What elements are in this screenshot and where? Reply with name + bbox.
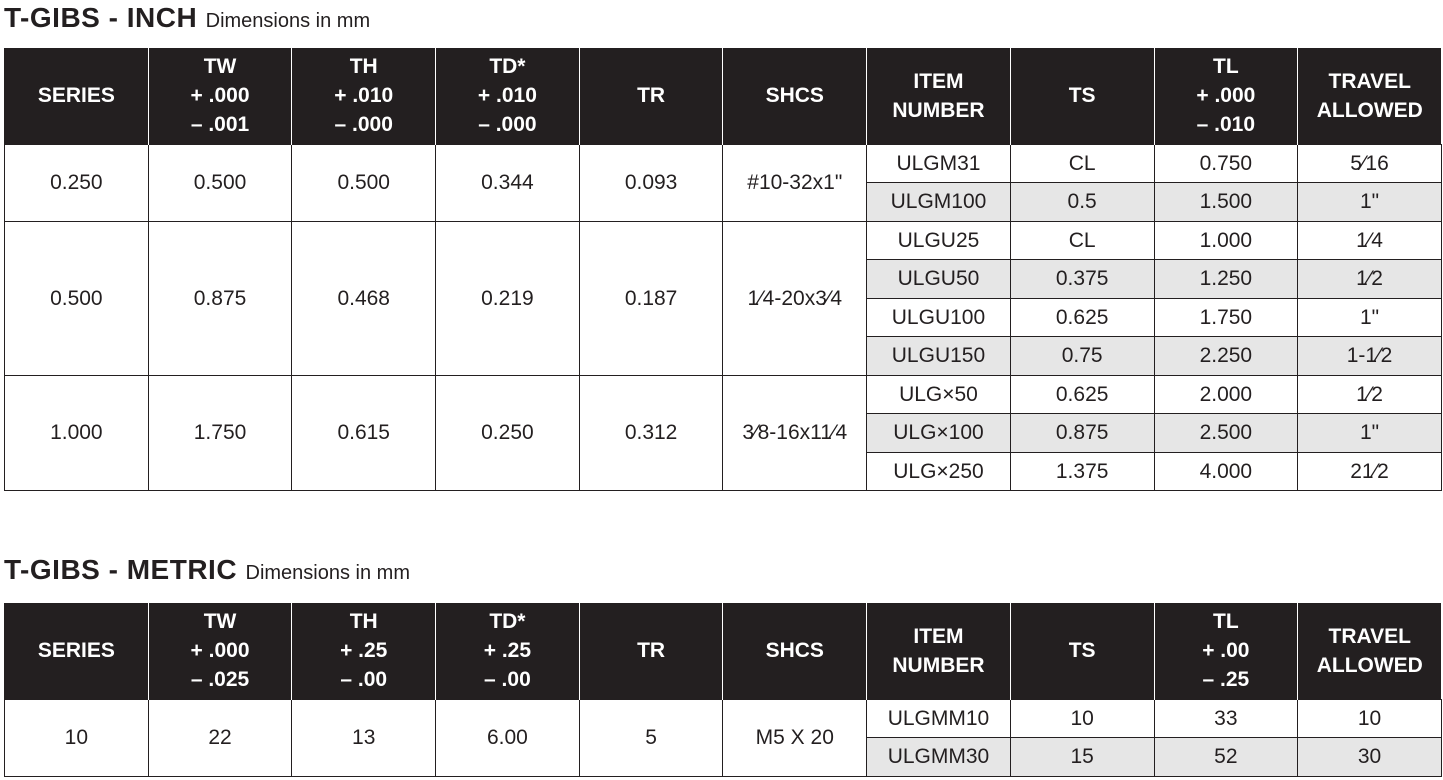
column-header — [579, 603, 723, 699]
column-header — [1154, 603, 1298, 699]
column-header-line: TR — [637, 639, 666, 663]
column-header — [1298, 48, 1442, 144]
column-header — [5, 603, 149, 699]
column-header-line: – .00 — [484, 668, 531, 692]
cell-tl: 1.750 — [1154, 298, 1298, 337]
column-header-line: – .025 — [190, 668, 250, 692]
column-header — [1010, 603, 1154, 699]
column-header-line: TW — [203, 610, 237, 634]
column-header-line: TRAVEL — [1328, 624, 1411, 648]
column-header-line: TH — [349, 610, 378, 634]
cell-tw: 0.500 — [148, 144, 292, 221]
cell-shcs: M5 X 20 — [723, 699, 867, 776]
column-header-line: TR — [637, 84, 666, 108]
cell-shcs: #10-32x1" — [723, 144, 867, 221]
column-header-line: – .000 — [334, 113, 393, 137]
column-header — [723, 603, 867, 699]
cell-travel: 30 — [1298, 738, 1442, 777]
cell-item: ULGU100 — [867, 298, 1011, 337]
header-row — [5, 603, 1442, 699]
column-header-line: SHCS — [765, 639, 824, 663]
cell-td: 0.219 — [436, 221, 580, 375]
table-row — [5, 144, 1442, 183]
column-header — [1298, 603, 1442, 699]
cell-travel: 1-1⁄2 — [1298, 337, 1442, 376]
cell-ts: 15 — [1010, 738, 1154, 777]
column-header — [292, 603, 436, 699]
column-header-line: ALLOWED — [1316, 98, 1423, 122]
column-header — [436, 48, 580, 144]
cell-tl: 1.250 — [1154, 260, 1298, 299]
cell-tr: 0.312 — [579, 375, 723, 491]
column-header-line: ALLOWED — [1316, 653, 1423, 677]
column-header-line: – .25 — [1202, 668, 1250, 692]
column-header-line: – .001 — [190, 113, 250, 137]
column-header-line: + .010 — [477, 84, 537, 108]
cell-th: 13 — [292, 699, 436, 776]
cell-tl: 1.500 — [1154, 183, 1298, 222]
cell-item: ULGU25 — [867, 221, 1011, 260]
cell-shcs: 1⁄4-20x3⁄4 — [723, 221, 867, 375]
cell-shcs: 3⁄8-16x11⁄4 — [723, 375, 867, 491]
cell-tr: 0.187 — [579, 221, 723, 375]
column-header-line: + .010 — [334, 84, 394, 108]
column-header-line: TRAVEL — [1328, 69, 1411, 93]
cell-travel: 10 — [1298, 699, 1442, 738]
column-header-line: TS — [1068, 639, 1096, 663]
cell-ts: CL — [1010, 144, 1154, 183]
cell-item: ULGM31 — [867, 144, 1011, 183]
column-header-line: NUMBER — [892, 653, 985, 677]
cell-item: ULGM100 — [867, 183, 1011, 222]
cell-ts: CL — [1010, 221, 1154, 260]
cell-ts: 10 — [1010, 699, 1154, 738]
cell-travel: 1⁄4 — [1298, 221, 1442, 260]
column-header — [723, 48, 867, 144]
cell-td: 0.250 — [436, 375, 580, 491]
column-header-line: + .25 — [340, 639, 388, 663]
cell-travel: 1" — [1298, 414, 1442, 453]
column-header-line: SERIES — [37, 84, 115, 108]
column-header — [148, 48, 292, 144]
cell-ts: 1.375 — [1010, 452, 1154, 491]
cell-ts: 0.5 — [1010, 183, 1154, 222]
column-header — [292, 48, 436, 144]
column-header — [579, 48, 723, 144]
cell-th: 0.615 — [292, 375, 436, 491]
column-header — [867, 603, 1011, 699]
column-header-line: + .000 — [190, 84, 250, 108]
column-header — [436, 603, 580, 699]
cell-series: 10 — [5, 699, 149, 776]
header-row — [5, 48, 1442, 144]
cell-series: 0.500 — [5, 221, 149, 375]
table-row — [5, 375, 1442, 414]
column-header-line: SHCS — [765, 84, 824, 108]
column-header-line: TL — [1213, 610, 1239, 634]
cell-item: ULGU50 — [867, 260, 1011, 299]
cell-series: 1.000 — [5, 375, 149, 491]
cell-item: ULG×50 — [867, 375, 1011, 414]
cell-td: 6.00 — [436, 699, 580, 776]
cell-travel: 1⁄2 — [1298, 260, 1442, 299]
cell-tl: 4.000 — [1154, 452, 1298, 491]
column-header-line: – .00 — [340, 668, 388, 692]
column-header-line: TW — [203, 55, 237, 79]
metric-section-title — [4, 554, 410, 586]
cell-tl: 33 — [1154, 699, 1298, 738]
table-row — [5, 699, 1442, 738]
column-header-line: – .000 — [478, 113, 537, 137]
column-header — [5, 48, 149, 144]
cell-ts: 0.75 — [1010, 337, 1154, 376]
cell-tl: 2.500 — [1154, 414, 1298, 453]
metric-subtitle: Dimensions in mm — [245, 562, 410, 584]
column-header-line: + .00 — [1202, 639, 1250, 663]
cell-tl: 52 — [1154, 738, 1298, 777]
column-header-line: NUMBER — [892, 98, 985, 122]
cell-tl: 0.750 — [1154, 144, 1298, 183]
cell-item: ULG×100 — [867, 414, 1011, 453]
cell-series: 0.250 — [5, 144, 149, 221]
cell-tr: 5 — [579, 699, 723, 776]
metric-table — [4, 603, 1442, 777]
column-header-line: TD* — [489, 610, 526, 634]
cell-ts: 0.625 — [1010, 375, 1154, 414]
inch-title: T-GIBS - INCH — [4, 2, 198, 33]
column-header-line: SERIES — [37, 639, 115, 663]
cell-th: 0.468 — [292, 221, 436, 375]
column-header-line: ITEM — [913, 624, 964, 648]
cell-tl: 2.000 — [1154, 375, 1298, 414]
column-header — [1010, 48, 1154, 144]
inch-table — [4, 48, 1442, 491]
inch-section-title — [4, 2, 370, 34]
column-header-line: TH — [349, 55, 378, 79]
cell-tl: 1.000 — [1154, 221, 1298, 260]
cell-tw: 22 — [148, 699, 292, 776]
cell-travel: 1" — [1298, 183, 1442, 222]
cell-item: ULGMM30 — [867, 738, 1011, 777]
cell-tl: 2.250 — [1154, 337, 1298, 376]
column-header-line: – .010 — [1196, 113, 1256, 137]
table-row — [5, 221, 1442, 260]
cell-tw: 1.750 — [148, 375, 292, 491]
cell-th: 0.500 — [292, 144, 436, 221]
column-header-line: + .25 — [483, 639, 532, 663]
column-header-line: TS — [1068, 84, 1096, 108]
column-header-line: TD* — [489, 55, 526, 79]
column-header — [148, 603, 292, 699]
cell-travel: 21⁄2 — [1298, 452, 1442, 491]
column-header-line: TL — [1213, 55, 1239, 79]
cell-td: 0.344 — [436, 144, 580, 221]
cell-travel: 5⁄16 — [1298, 144, 1442, 183]
cell-tw: 0.875 — [148, 221, 292, 375]
cell-item: ULGU150 — [867, 337, 1011, 376]
column-header-line: + .000 — [190, 639, 250, 663]
column-header — [867, 48, 1011, 144]
cell-ts: 0.375 — [1010, 260, 1154, 299]
cell-travel: 1⁄2 — [1298, 375, 1442, 414]
column-header-line: ITEM — [913, 69, 964, 93]
cell-item: ULGMM10 — [867, 699, 1011, 738]
column-header — [1154, 48, 1298, 144]
column-header-line: + .000 — [1196, 84, 1256, 108]
inch-subtitle: Dimensions in mm — [205, 10, 371, 32]
cell-item: ULG×250 — [867, 452, 1011, 491]
metric-title: T-GIBS - METRIC — [4, 554, 238, 585]
cell-ts: 0.625 — [1010, 298, 1154, 337]
cell-ts: 0.875 — [1010, 414, 1154, 453]
cell-tr: 0.093 — [579, 144, 723, 221]
cell-travel: 1" — [1298, 298, 1442, 337]
